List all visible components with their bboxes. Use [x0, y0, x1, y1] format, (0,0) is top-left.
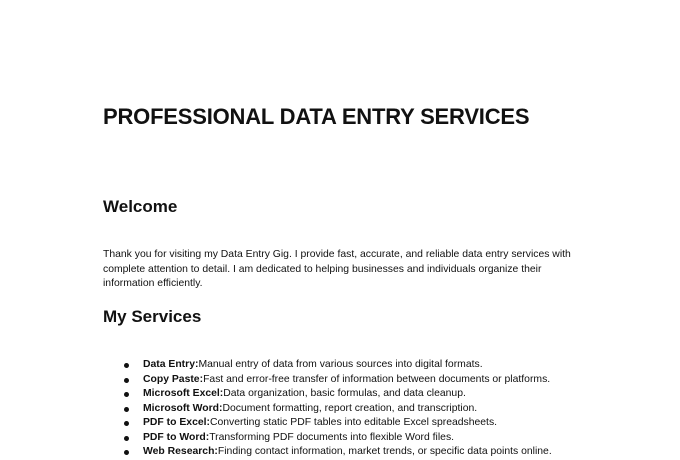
- bullet-icon: [124, 436, 129, 441]
- service-description: Document formatting, report creation, and transcription.: [222, 402, 478, 414]
- bullet-icon: [124, 392, 129, 397]
- service-description: Converting static PDF tables into editable Excel spreadsheets.: [209, 417, 498, 428]
- service-name: PDF to Excel:: [143, 417, 210, 428]
- service-description: Data organization, basic formulas, and data cleanup.: [223, 388, 466, 399]
- service-description: Transforming PDF documents into flexible Word files.: [209, 431, 455, 443]
- service-description: Finding contact information, market trends, or specific data points online.: [217, 446, 552, 457]
- service-item-microsoft-excel: [103, 387, 663, 402]
- welcome-paragraph-line: Thank you for visiting my Data Entry Gig. I provide fast, accurate, and reliable data entry services with: [103, 249, 571, 260]
- service-item-pdf-to-word: [103, 431, 663, 446]
- bullet-icon: [124, 450, 129, 455]
- service-name: Microsoft Word:: [143, 402, 223, 414]
- services-list: [103, 358, 663, 460]
- service-item-data-entry: [103, 358, 663, 373]
- service-item-pdf-to-excel: [103, 416, 663, 431]
- service-item-microsoft-word: [103, 402, 663, 417]
- bullet-icon: [124, 421, 129, 426]
- service-item-web-research: [103, 445, 663, 460]
- service-name: Data Entry:: [143, 359, 199, 370]
- welcome-paragraph: [103, 248, 593, 292]
- service-description: Manual entry of data from various sources into digital formats.: [198, 359, 483, 370]
- services-heading: My Services: [103, 307, 202, 326]
- welcome-paragraph-line: complete attention to detail. I am dedicated to helping businesses and individuals organize their: [103, 263, 542, 275]
- service-name: Web Research:: [143, 446, 218, 457]
- service-name: Copy Paste:: [143, 373, 204, 385]
- bullet-icon: [124, 363, 129, 368]
- service-name: PDF to Word:: [143, 431, 210, 443]
- bullet-icon: [124, 407, 129, 412]
- document-title: PROFESSIONAL DATA ENTRY SERVICES: [103, 104, 530, 129]
- service-item-copy-paste: [103, 373, 663, 388]
- welcome-paragraph-line: information efficiently.: [103, 278, 203, 289]
- bullet-icon: [124, 378, 129, 383]
- welcome-heading: Welcome: [103, 197, 178, 216]
- service-description: Fast and error-free transfer of information between documents or platforms.: [203, 373, 551, 385]
- service-name: Microsoft Excel:: [143, 388, 224, 399]
